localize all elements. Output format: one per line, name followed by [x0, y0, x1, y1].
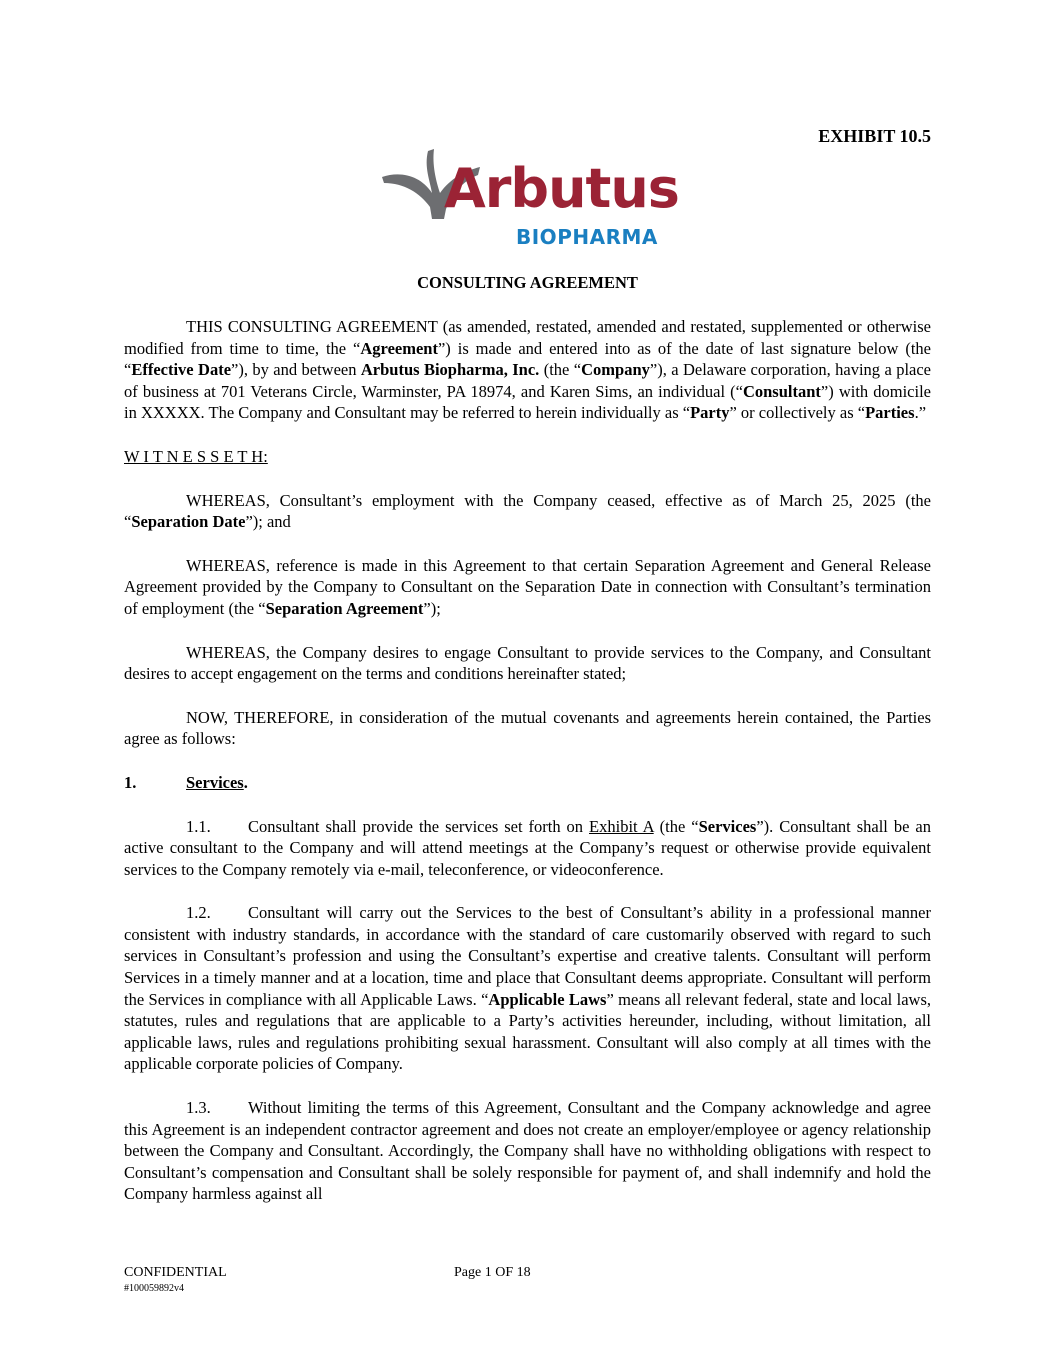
exhibit-label: EXHIBIT 10.5 — [818, 126, 931, 146]
confidential-label: CONFIDENTIAL — [124, 1265, 227, 1280]
whereas-paragraph-2: WHEREAS, reference is made in this Agreement to that certain Separation Agreement and General Release Agreement provided by the Company to Consultant on the Separation Date in connection with Consultant’s termination of employment (the “Separation Agreement”); — [124, 555, 931, 618]
section-1-heading: 1. Services. — [124, 772, 248, 792]
logo-subtitle: BIOPHARMA — [516, 225, 658, 249]
document-id: #100059892v4 — [124, 1283, 184, 1294]
page-number: Page 1 OF 18 — [454, 1265, 531, 1280]
document-title: CONSULTING AGREEMENT — [417, 273, 638, 292]
whereas-paragraph-1: WHEREAS, Consultant’s employment with the Company ceased, effective as of March 25, 2025 (the “Separation Date”); and — [124, 490, 931, 532]
intro-paragraph: THIS CONSULTING AGREEMENT (as amended, restated, amended and restated, supplemented or otherwise modified from time to time, the “Agreement”) is made and entered into as of the date of last signature below (the “Effective Date”), by and between Arbutus Biopharma, Inc. (the “Company”), a Delaware corporation, having a place of business at 701 Veterans Circle, Warminster, PA 18974, and Karen Sims, an individual (“Consultant”) with domicile in XXXXX. The Company and Consultant may be referred to herein individually as “Party” or collectively as “Parties.” — [124, 317, 931, 423]
document-body — [124, 316, 931, 1205]
logo-wordmark: Arbutus — [444, 157, 679, 220]
clause-1-3: 1.3. Without limiting the terms of this Agreement, Consultant and the Company acknowledge and agree this Agreement is an independent contractor agreement and does not create an employer/employee or agency relationship between the Company and Consultant. Accordingly, the Company shall have no withholding obligations with respect to Consultant’s compensation and Consultant shall be solely responsible for payment of, and shall indemnify and hold the Company harmless against all — [124, 1098, 931, 1204]
witnesseth-heading: W I T N E S S E T H: — [124, 446, 268, 466]
now-therefore-paragraph: NOW, THEREFORE, in consideration of the mutual covenants and agreements herein contained, the Parties agree as follows: — [124, 707, 931, 749]
exhibit-a-link[interactable]: Exhibit A — [589, 816, 654, 836]
clause-1-2: 1.2. Consultant will carry out the Services to the best of Consultant’s ability in a professional manner consistent with industry standards, in accordance with the standard of care customarily observed with regard to such services in Consultant’s profession and using the Consultant’s expertise and creative talents. Consultant will perform Services in a timely manner and at a location, time and place that Consultant deems appropriate. Consultant will perform the Services in compliance with all Applicable Laws. “Applicable Laws” means all relevant federal, state and local laws, statutes, rules and regulations that are applicable to a Party’s activities hereunder, including, without limitation, all applicable laws, rules and regulations prohibiting sexual harassment. Consultant will also comply at all times with the applicable corporate policies of Company. — [124, 903, 931, 1074]
company-logo — [380, 145, 679, 251]
whereas-paragraph-3: WHEREAS, the Company desires to engage Consultant to provide services to the Company, and Consultant desires to accept engagement on the terms and conditions hereinafter stated; — [124, 642, 931, 684]
clause-1-1: 1.1. Consultant shall provide the services set forth on Exhibit A (the “Services”). Consultant shall be an active consultant to the Company and will attend meetings at the Company’s request or otherwise provide equivalent services to the Company remotely via e-mail, teleconference, or videoconference. — [124, 816, 931, 879]
